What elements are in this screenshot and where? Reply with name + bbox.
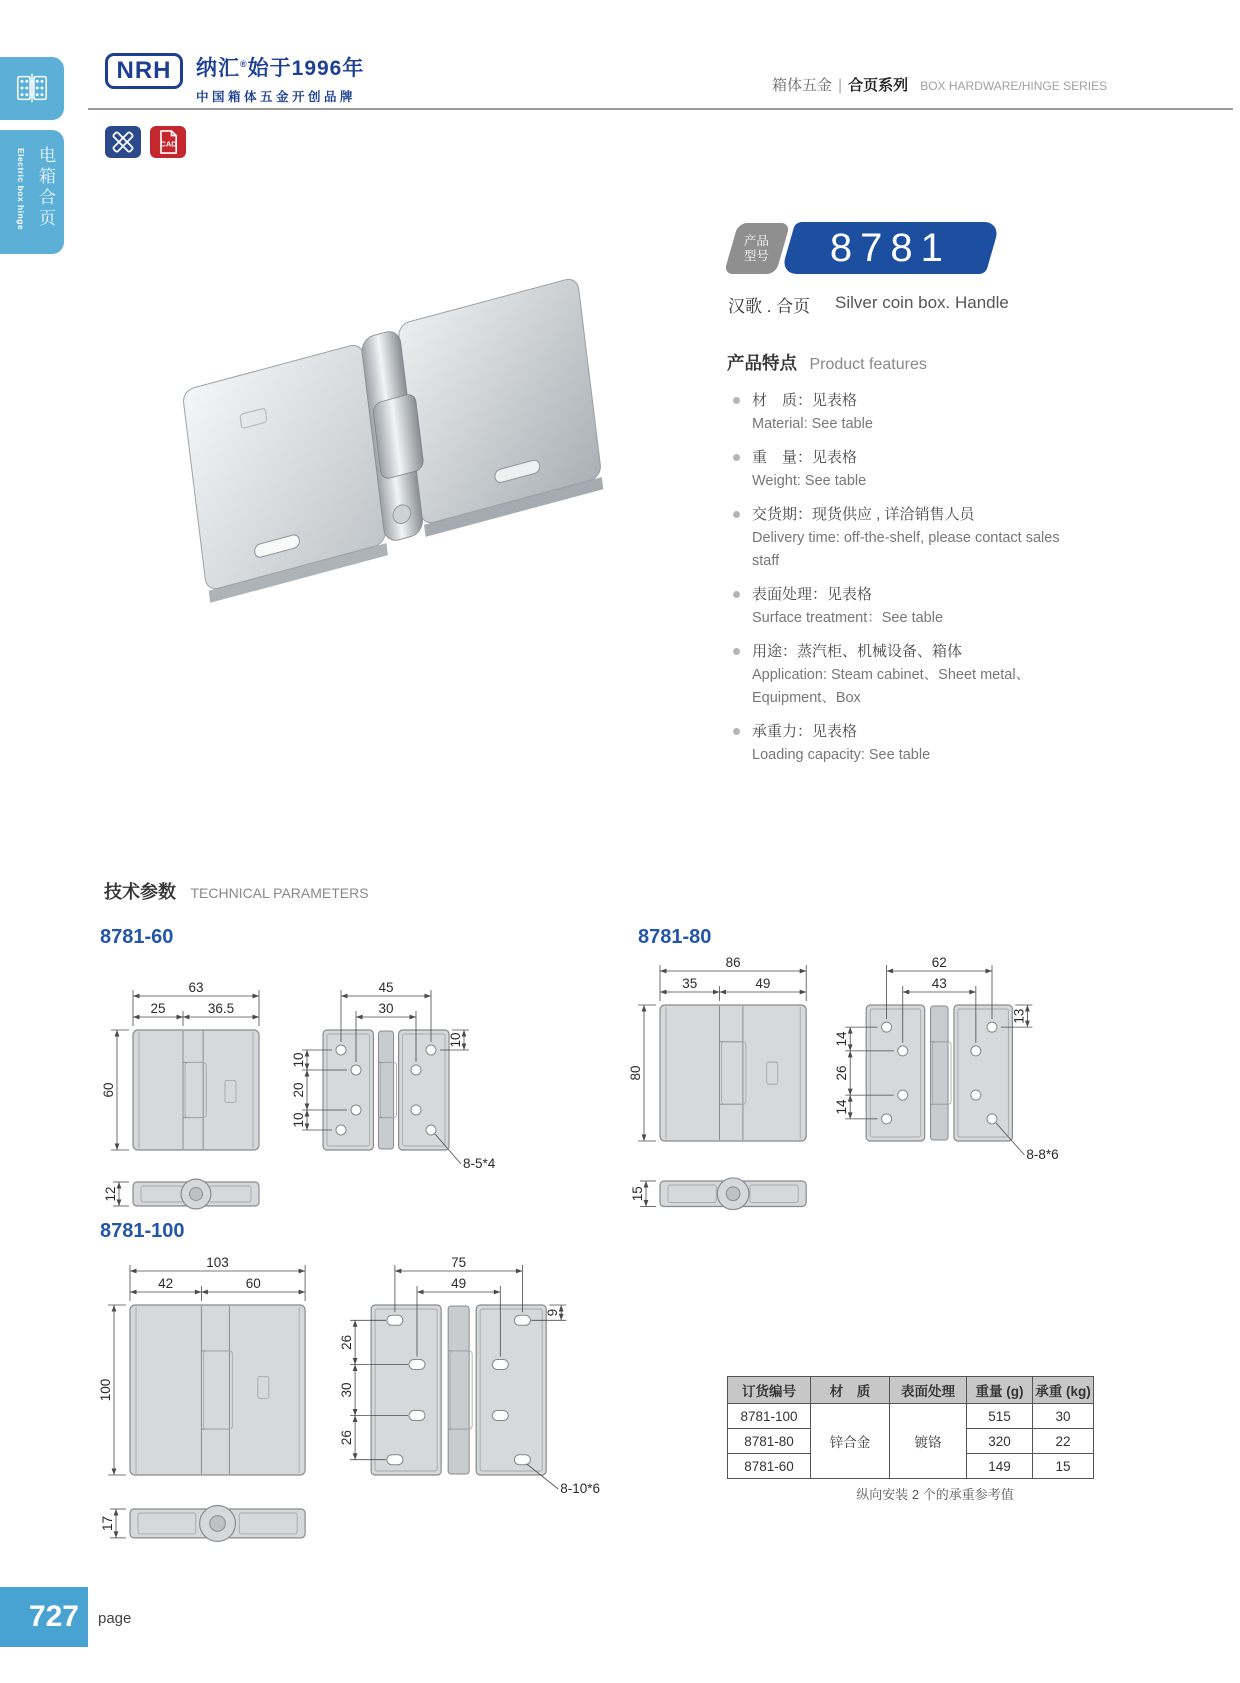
cell-load: 15 <box>1033 1454 1094 1479</box>
dim-label: 30 <box>378 1001 394 1016</box>
cell-surface: 镀铬 <box>890 1404 967 1479</box>
page-number-box <box>0 1587 88 1647</box>
mount-hole <box>409 1360 425 1370</box>
header-divider <box>88 108 1233 110</box>
breadcrumb-series: 合页系列 <box>848 77 909 94</box>
dim-label: 80 <box>628 1065 643 1081</box>
mount-hole <box>898 1046 908 1056</box>
dim-label: 45 <box>378 980 394 995</box>
dim-label: 26 <box>339 1334 355 1350</box>
tech-parameters-title <box>104 878 369 904</box>
product-code: 8781 <box>830 225 951 270</box>
bullet-icon <box>733 648 740 655</box>
dim-label: 20 <box>291 1082 306 1098</box>
cad-icon-label: CAD <box>160 139 177 149</box>
product-photo <box>130 262 650 622</box>
mount-hole <box>426 1125 436 1135</box>
model-label-8781-100: 8781-100 <box>100 1220 185 1242</box>
mount-hole <box>514 1315 530 1325</box>
feature-item <box>727 720 1089 767</box>
col-header-weight: 重量 (g) <box>967 1377 1033 1404</box>
cell-material: 锌合金 <box>811 1404 890 1479</box>
bullet-icon <box>733 397 740 404</box>
registered-mark: ® <box>240 59 248 69</box>
category-label-en: Electric box hinge <box>16 148 26 231</box>
feature-en: Surface treatment：See table <box>752 610 944 626</box>
product-code-badge <box>781 222 1001 274</box>
dim-label: 9 <box>545 1308 561 1317</box>
mount-hole <box>987 1114 997 1124</box>
design-tools-button[interactable] <box>105 126 141 158</box>
product-features <box>727 350 1089 777</box>
dim-label: 12 <box>103 1186 118 1202</box>
feature-en: Material: See table <box>752 416 873 432</box>
dim-label: 26 <box>339 1430 355 1446</box>
mount-hole <box>426 1045 436 1055</box>
diagram-8781-100 <box>78 1250 618 1580</box>
feature-zh: 材 质：见表格 <box>752 392 858 409</box>
col-header-surface: 表面处理 <box>890 1377 967 1404</box>
mount-hole <box>492 1360 508 1370</box>
mount-hole <box>411 1065 421 1075</box>
dim-label: 49 <box>451 1276 467 1291</box>
cad-file-icon <box>154 128 182 156</box>
diagram-8781-60 <box>85 950 540 1225</box>
cell-model: 8781-100 <box>728 1404 811 1429</box>
dim-label: 17 <box>100 1515 115 1531</box>
table-note: 纵向安装 2 个的承重参考值 <box>856 1487 1014 1502</box>
mount-hole <box>882 1114 892 1124</box>
mount-hole <box>387 1315 403 1325</box>
brand-suffix: 始于1996年 <box>247 57 365 80</box>
dim-label: 14 <box>834 1099 850 1115</box>
col-header-material: 材 质 <box>811 1377 890 1404</box>
dim-label: 62 <box>931 955 947 970</box>
dim-label: 60 <box>245 1276 261 1291</box>
col-header-order-no: 订货编号 <box>728 1377 811 1404</box>
feature-zh: 表面处理：见表格 <box>752 586 873 603</box>
dim-label: 42 <box>158 1276 174 1291</box>
brand-tagline <box>196 52 364 105</box>
feature-item <box>727 446 1089 493</box>
mount-hole <box>971 1046 981 1056</box>
nrh-logo-text: NRH <box>116 57 172 84</box>
dim-label: 75 <box>451 1255 467 1270</box>
category-label-zh: 电箱合页 <box>36 146 55 230</box>
breadcrumb-english: BOX HARDWARE/HINGE SERIES <box>920 79 1108 93</box>
product-name-zh: 汉歌 . 合页 <box>728 297 811 316</box>
tech-title-zh: 技术参数 <box>104 882 176 902</box>
feature-zh: 承重力：见表格 <box>752 723 858 740</box>
feature-en: Loading capacity: See table <box>752 747 931 763</box>
feature-en: Application: Steam cabinet、Sheet metal、Equipment、Box <box>752 667 1031 706</box>
dim-label: 43 <box>931 976 947 991</box>
mount-hole <box>387 1455 403 1465</box>
mount-hole <box>898 1090 908 1100</box>
page-label: page <box>98 1610 132 1627</box>
dim-label: 86 <box>725 955 741 970</box>
dim-label: 36.5 <box>207 1001 235 1016</box>
features-title <box>727 350 1089 375</box>
feature-zh: 重 量：见表格 <box>752 449 858 466</box>
dim-label: 13 <box>1011 1008 1027 1024</box>
col-header-load: 承重 (kg) <box>1033 1377 1094 1404</box>
dim-label: 8-8*6 <box>1026 1147 1059 1162</box>
dim-label: 100 <box>98 1378 113 1402</box>
features-title-zh: 产品特点 <box>727 353 797 373</box>
badge-line1: 产品 <box>744 233 770 248</box>
bullet-icon <box>733 511 740 518</box>
page-number: 727 <box>28 1600 79 1633</box>
dim-label: 26 <box>834 1065 850 1081</box>
dim-label: 60 <box>101 1082 116 1098</box>
sidebar-category-label <box>0 130 64 254</box>
feature-zh: 交货期：现货供应 , 详洽销售人员 <box>752 506 975 523</box>
cad-download-button[interactable] <box>150 126 186 158</box>
sidebar-category-icon-box <box>0 57 64 120</box>
bullet-icon <box>733 454 740 461</box>
diagram-8781-80 <box>580 935 1060 1225</box>
cell-load: 30 <box>1033 1404 1094 1429</box>
mount-hole <box>411 1105 421 1115</box>
mount-hole <box>351 1105 361 1115</box>
mount-hole <box>336 1125 346 1135</box>
feature-item <box>727 389 1089 436</box>
model-label-8781-80: 8781-80 <box>638 926 712 948</box>
dim-label: 63 <box>188 980 204 995</box>
brand-slogan: 中国箱体五金开创品牌 <box>196 90 357 104</box>
dim-label: 15 <box>630 1186 645 1202</box>
cell-weight: 515 <box>967 1404 1033 1429</box>
product-type-badge <box>724 223 791 274</box>
feature-item <box>727 583 1089 630</box>
table-row <box>728 1404 1094 1429</box>
model-label-8781-60: 8781-60 <box>100 926 174 948</box>
bullet-icon <box>733 728 740 735</box>
cell-weight: 320 <box>967 1429 1033 1454</box>
bullet-icon <box>733 591 740 598</box>
feature-item <box>727 640 1089 710</box>
dim-label: 25 <box>150 1001 166 1016</box>
design-tools-icon <box>109 128 137 156</box>
dim-label: 30 <box>339 1382 355 1398</box>
dim-label: 8-5*4 <box>463 1156 496 1171</box>
nrh-logo <box>105 53 183 89</box>
feature-en: Delivery time: off-the-shelf, please contact sales staff <box>752 530 1060 569</box>
mount-hole <box>882 1022 892 1032</box>
mount-hole <box>492 1411 508 1421</box>
cell-load: 22 <box>1033 1429 1094 1454</box>
cell-model: 8781-60 <box>728 1454 811 1479</box>
tech-title-en: TECHNICAL PARAMETERS <box>190 885 369 901</box>
dim-label: 10 <box>291 1052 306 1068</box>
dim-label: 14 <box>834 1031 850 1047</box>
brand-name: 纳汇 <box>196 57 240 80</box>
mount-hole <box>987 1022 997 1032</box>
spec-table <box>727 1376 1094 1479</box>
table-header-row <box>728 1377 1094 1404</box>
dim-label: 10 <box>291 1112 306 1128</box>
product-name-en: Silver coin box. Handle <box>835 293 1009 312</box>
dim-label: 49 <box>755 976 771 991</box>
mount-hole <box>409 1411 425 1421</box>
cell-weight: 149 <box>967 1454 1033 1479</box>
cell-model: 8781-80 <box>728 1429 811 1454</box>
mount-hole <box>336 1045 346 1055</box>
feature-zh: 用途：蒸汽柜、机械设备、箱体 <box>752 643 963 660</box>
hinge-icon <box>13 69 51 107</box>
features-title-en: Product features <box>809 356 927 373</box>
dim-label: 35 <box>682 976 698 991</box>
feature-item <box>727 503 1089 573</box>
breadcrumb-category: 箱体五金 <box>772 77 833 94</box>
breadcrumb-separator: | <box>838 77 843 94</box>
dim-label: 8-10*6 <box>560 1481 600 1496</box>
breadcrumb <box>772 74 1132 95</box>
feature-en: Weight: See table <box>752 473 867 489</box>
mount-hole <box>514 1455 530 1465</box>
mount-hole <box>351 1065 361 1075</box>
mount-hole <box>971 1090 981 1100</box>
dim-label: 103 <box>206 1255 229 1270</box>
badge-line2: 型号 <box>744 248 770 263</box>
dim-label: 10 <box>448 1032 463 1048</box>
